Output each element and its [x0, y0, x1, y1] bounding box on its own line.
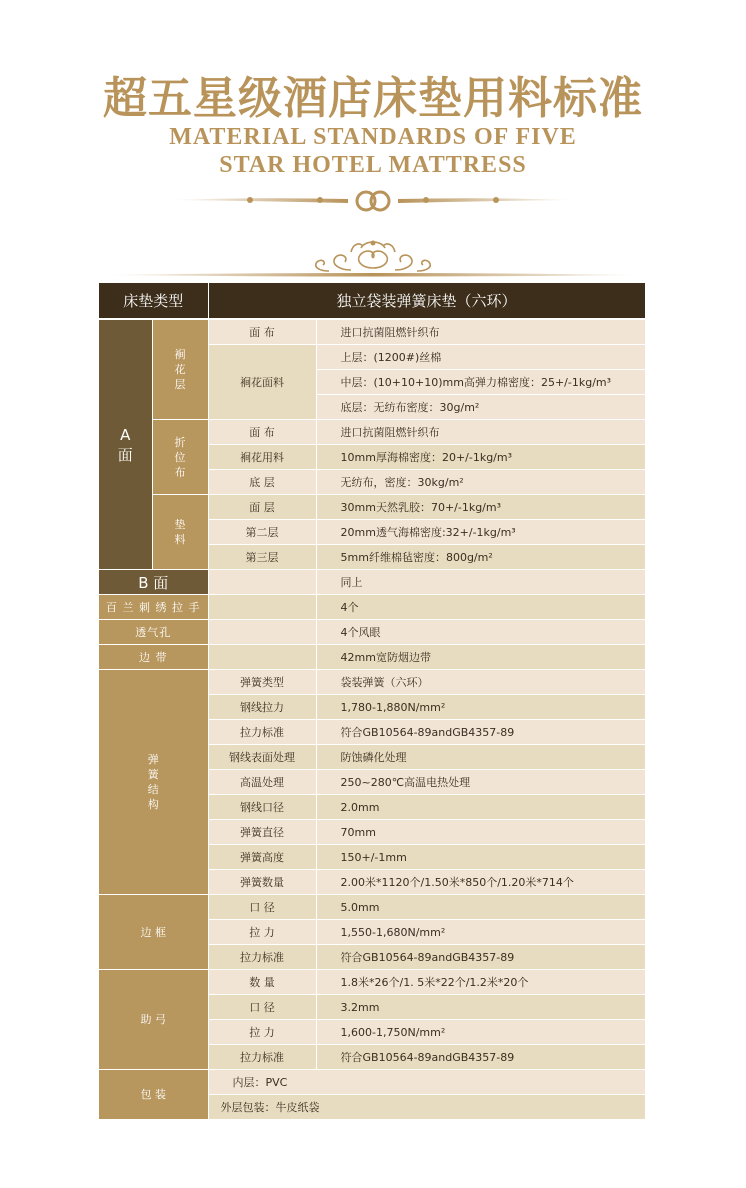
row-value: 中层：(10+10+10)mm高弹力棉密度：25+/-1kg/m³	[316, 370, 645, 395]
group-fold-fabric: 折 位 布	[152, 420, 208, 495]
row-value: 符合GB10564-89andGB4357-89	[316, 720, 645, 745]
page-title: 超五星级酒店床垫用料标准	[103, 73, 643, 124]
b-side-value: 同上	[316, 570, 645, 595]
row-label: 数 量	[208, 970, 316, 995]
row-value: 3.2mm	[316, 995, 645, 1020]
row-value: 袋装弹簧（六环）	[316, 670, 645, 695]
group-packaging: 包 装	[99, 1070, 208, 1120]
vent-label: 透气孔	[99, 620, 208, 645]
row-value: 250~280℃高温电热处理	[316, 770, 645, 795]
row-value: 5.0mm	[316, 895, 645, 920]
row-label: 第二层	[208, 520, 316, 545]
row-label: 面 布	[208, 319, 316, 345]
empty-cell	[208, 570, 316, 595]
empty-cell	[208, 620, 316, 645]
handle-value: 4个	[316, 595, 645, 620]
row-value: 进口抗菌阻燃针织布	[316, 319, 645, 345]
row-value: 5mm纤维棉毡密度：800g/m²	[316, 545, 645, 570]
row-label: 钢线表面处理	[208, 745, 316, 770]
row-label: 拉 力	[208, 920, 316, 945]
row-label: 拉力标准	[208, 1045, 316, 1070]
side-a-cell: A 面	[99, 319, 152, 570]
handle-label: 百 兰 刺 绣 拉 手	[99, 595, 208, 620]
row-label: 口 径	[208, 895, 316, 920]
row-value: 30mm天然乳胶：70+/-1kg/m³	[316, 495, 645, 520]
row-value: 2.00米*1120个/1.50米*850个/1.20米*714个	[316, 870, 645, 895]
header-mattress-type: 床垫类型	[99, 283, 208, 319]
row-value: 进口抗菌阻燃针织布	[316, 420, 645, 445]
empty-cell	[208, 645, 316, 670]
row-label: 裥花用料	[208, 445, 316, 470]
row-value: 底层：无纺布密度：30g/m²	[316, 395, 645, 420]
row-value: 上层：(1200#)丝棉	[316, 345, 645, 370]
row-label: 弹簧高度	[208, 845, 316, 870]
header-pocket-spring-mattress: 独立袋装弹簧床垫（六环）	[208, 283, 645, 319]
b-side-label: B 面	[99, 570, 208, 595]
row-label: 高温处理	[208, 770, 316, 795]
row-value: 符合GB10564-89andGB4357-89	[316, 1045, 645, 1070]
empty-cell	[208, 595, 316, 620]
vent-value: 4个风眼	[316, 620, 645, 645]
row-value: 2.0mm	[316, 795, 645, 820]
row-value: 10mm厚海棉密度：20+/-1kg/m³	[316, 445, 645, 470]
row-label: 弹簧数量	[208, 870, 316, 895]
row-label: 面 布	[208, 420, 316, 445]
row-label: 底 层	[208, 470, 316, 495]
row-value: 1,780-1,880N/mm²	[316, 695, 645, 720]
row-value: 1.8米*26个/1. 5米*22个/1.2米*20个	[316, 970, 645, 995]
row-value: 70mm	[316, 820, 645, 845]
english-title-line-2: STAR HOTEL MATTRESS	[219, 152, 527, 178]
row-value: 无纺布，密度：30kg/m²	[316, 470, 645, 495]
group-quilting-layer: 裥 花 层	[152, 319, 208, 420]
row-label: 钢线口径	[208, 795, 316, 820]
row-label: 弹簧类型	[208, 670, 316, 695]
row-label: 钢线拉力	[208, 695, 316, 720]
material-standards-table	[99, 283, 646, 1120]
row-label: 拉力标准	[208, 720, 316, 745]
row-value: 符合GB10564-89andGB4357-89	[316, 945, 645, 970]
group-padding: 垫 料	[152, 495, 208, 570]
row-value: 防蚀磷化处理	[316, 745, 645, 770]
row-label: 弹簧直径	[208, 820, 316, 845]
row-label: 面 层	[208, 495, 316, 520]
row-value: 20mm透气海棉密度:32+/-1kg/m³	[316, 520, 645, 545]
english-title-line-1: MATERIAL STANDARDS OF FIVE	[169, 124, 577, 150]
packaging-outer: 外层包装：牛皮纸袋	[208, 1095, 645, 1120]
edge-band-label: 边 带	[99, 645, 208, 670]
scroll-ornament	[99, 234, 647, 280]
row-value: 1,550-1,680N/mm²	[316, 920, 645, 945]
row-label: 拉 力	[208, 1020, 316, 1045]
row-label: 裥花面料	[208, 345, 316, 420]
packaging-inner: 内层：PVC	[208, 1070, 645, 1095]
row-value: 1,600-1,750N/mm²	[316, 1020, 645, 1045]
edge-band-value: 42mm宽防烟边带	[316, 645, 645, 670]
row-label: 拉力标准	[208, 945, 316, 970]
row-label: 口 径	[208, 995, 316, 1020]
group-spring-structure: 弹 簧 结 构	[99, 670, 208, 895]
group-frame: 边 框	[99, 895, 208, 970]
rings-divider-ornament	[170, 186, 576, 216]
row-value: 150+/-1mm	[316, 845, 645, 870]
group-helper-bow: 助 弓	[99, 970, 208, 1070]
row-label: 第三层	[208, 545, 316, 570]
